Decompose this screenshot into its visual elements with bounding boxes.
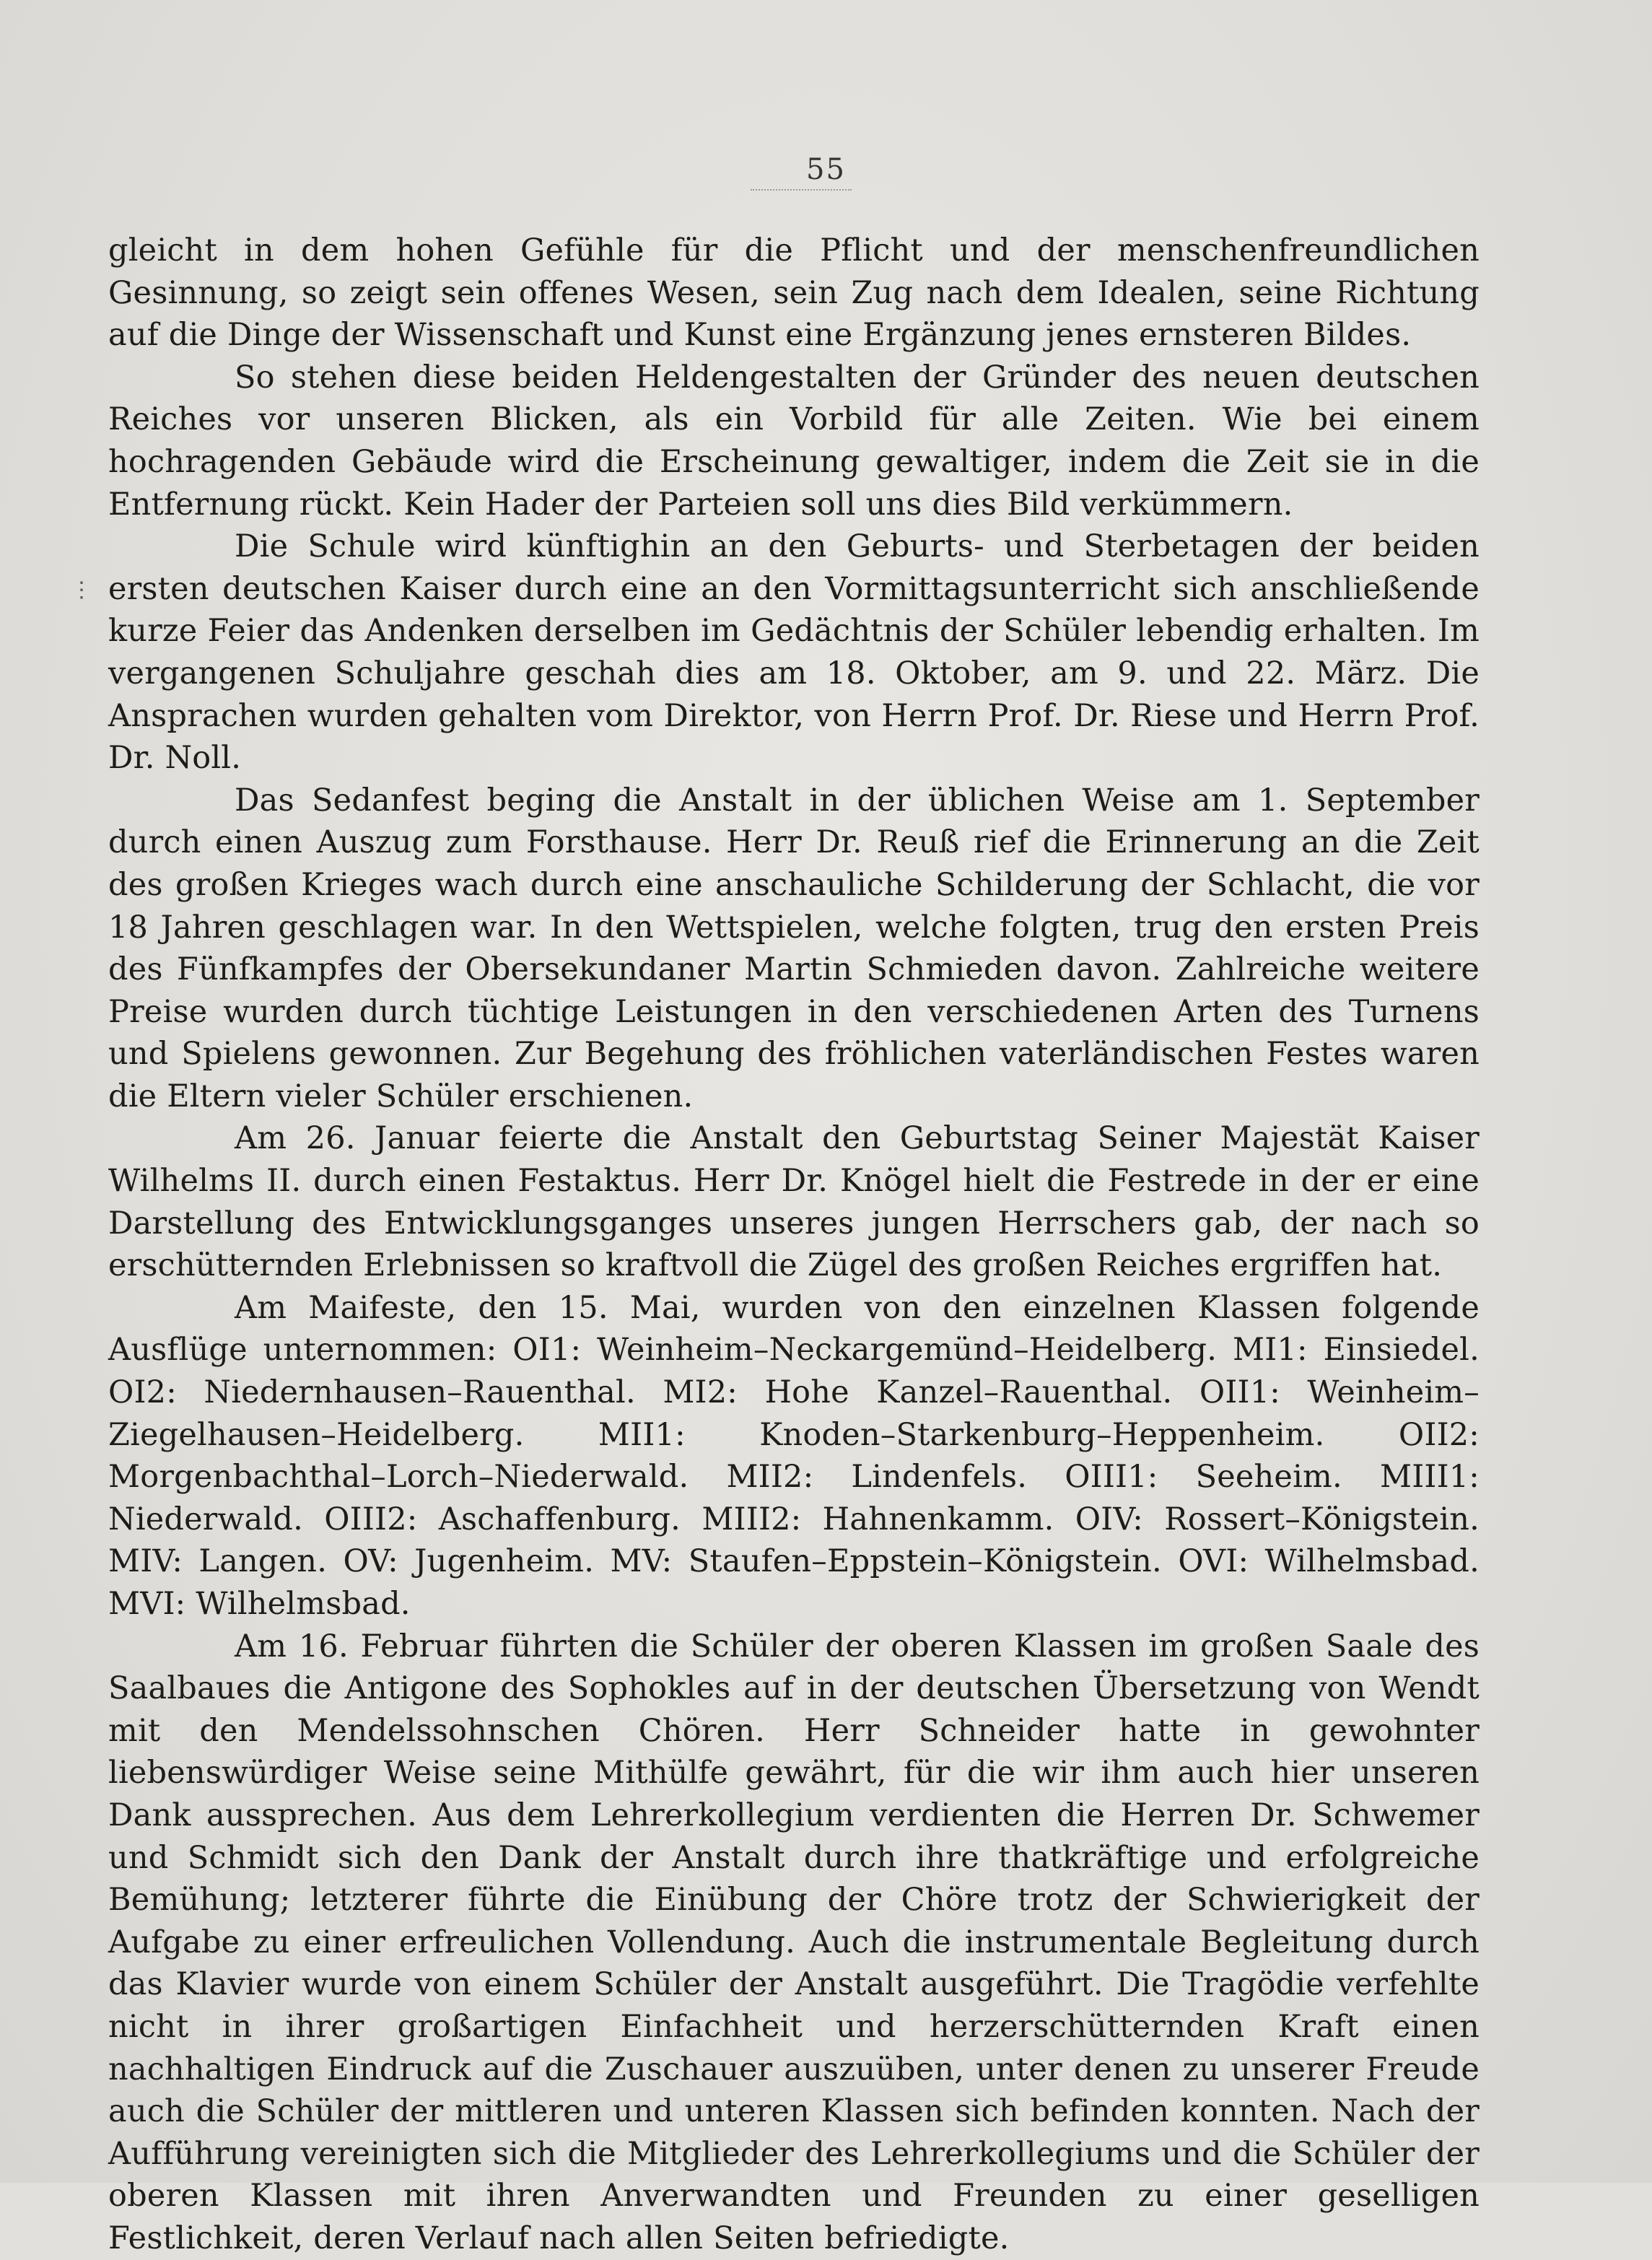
paragraph-antigone: Am 16. Februar führten die Schüler der oberen Klassen im großen Saale des Saalbaues die Antigone des Sophokles auf in der deutschen Übersetzung von Wendt mit den Mendelssohnschen Chören. Herr Schneider hatte in gewohnter liebenswürdiger Weise seine Mithülfe gewährt, für die wir ihm auch hier unseren Dank aussprechen. Aus dem Lehrerkollegium verdienten die Herren Dr. Schwemer und Schmidt sich den Dank der Anstalt durch ihre thatkräftige und erfolgreiche Bemühung; letzterer führte die Einübung der Chöre trotz der Schwierigkeit der Aufgabe zu einer erfreulichen Vollendung. Auch die instrumentale Begleitung durch das Klavier wurde von einem Schüler der Anstalt ausgeführt. Die Tragödie verfehlte nicht in ihrer großartigen Einfachheit und herzerschütternden Kraft einen nachhaltigen Eindruck auf die Zuschauer auszuüben, unter denen zu unserer Freude auch die Schüler der mittleren und unteren Klassen sich befinden konnten. Nach der Aufführung vereinigten sich die Mitglieder des Lehrerkollegiums und die Schüler der oberen Klassen mit ihren Anverwandten und Freunden zu einer geselligen Festlichkeit, deren Verlauf nach allen Seiten befriedigte.: [108, 1628, 1480, 2256]
paragraph-sedanfest: Das Sedanfest beging die Anstalt in der üblichen Weise am 1. September durch einen Auszug zum Forsthause. Herr Dr. Reuß rief die Erinnerung an die Zeit des großen Krieges wach durch eine anschauliche Schilderung der Schlacht, die vor 18 Jahren geschlagen war. In den Wettspielen, welche folgten, trug den ersten Preis des Fünfkampfes der Obersekundaner Martin Schmieden davon. Zahlreiche weitere Preise wurden durch tüchtige Leistungen in den verschiedenen Arten des Turnens und Spielens gewonnen. Zur Begehung des fröhlichen vaterländischen Festes waren die Eltern vieler Schüler erschienen.: [108, 782, 1480, 1114]
body-text: [108, 230, 1480, 2260]
margin-mark: ⋮: [71, 577, 92, 603]
paragraph-kaiser-gedenkfeier: Die Schule wird künftighin an den Geburts- und Sterbetagen der beiden ersten deutschen Kaiser durch eine an den Vormittagsunterricht sich anschließende kurze Feier das Andenken derselben im Gedächtnis der Schüler lebendig erhalten. Im vergangenen Schuljahre geschah dies am 18. Oktober, am 9. und 22. März. Die Ansprachen wurden gehalten vom Direktor, von Herrn Prof. Dr. Riese und Herrn Prof. Dr. Noll.: [108, 528, 1480, 777]
page-number: 55: [806, 153, 846, 186]
paragraph-heldengestalten: So stehen diese beiden Heldengestalten der Gründer des neuen deutschen Reiches vor unseren Blicken, als ein Vorbild für alle Zeiten. Wie bei einem hochragenden Gebäude wird die Erscheinung gewaltiger, indem die Zeit sie in die Entfernung rückt. Kein Hader der Parteien soll uns dies Bild verkümmern.: [108, 359, 1480, 523]
paragraph-kaisers-geburtstag: Am 26. Januar feierte die Anstalt den Geburtstag Seiner Majestät Kaiser Wilhelms II. durch einen Festaktus. Herr Dr. Knögel hielt die Festrede in der er eine Darstellung des Entwicklungsganges unseres jungen Herrschers gab, der nach so erschütternden Erlebnissen so kraftvoll die Zügel des großen Reiches ergriffen hat.: [108, 1120, 1480, 1284]
page-number-ornament: [751, 189, 852, 196]
paragraph-continuation: gleicht in dem hohen Gefühle für die Pflicht und der menschenfreundlichen Gesinnung, so zeigt sein offenes Wesen, sein Zug nach dem Idealen, seine Richtung auf die Dinge der Wissenschaft und Kunst eine Ergänzung jenes ernsteren Bildes.: [108, 232, 1480, 354]
paragraph-maifest: Am Maifeste, den 15. Mai, wurden von den einzelnen Klassen folgende Ausflüge unternommen: OI1: Weinheim–Neckargemünd–Heidelberg. MI1: Einsiedel. OI2: Niedernhausen–Rauenthal. MI2: Hohe Kanzel–Rauenthal. OII1: Weinheim–Ziegelhausen–Heidelberg. MII1: Knoden–Starkenburg–Heppenheim. OII2: Morgenbachthal–Lorch–Niederwald. MII2: Lindenfels. OIII1: Seeheim. MIII1: Niederwald. OIII2: Aschaffenburg. MIII2: Hahnenkamm. OIV: Rossert–Königstein. MIV: Langen. OV: Jugenheim. MV: Staufen–Eppstein–Königstein. OVI: Wilhelmsbad. MVI: Wilhelmsbad.: [108, 1289, 1480, 1622]
